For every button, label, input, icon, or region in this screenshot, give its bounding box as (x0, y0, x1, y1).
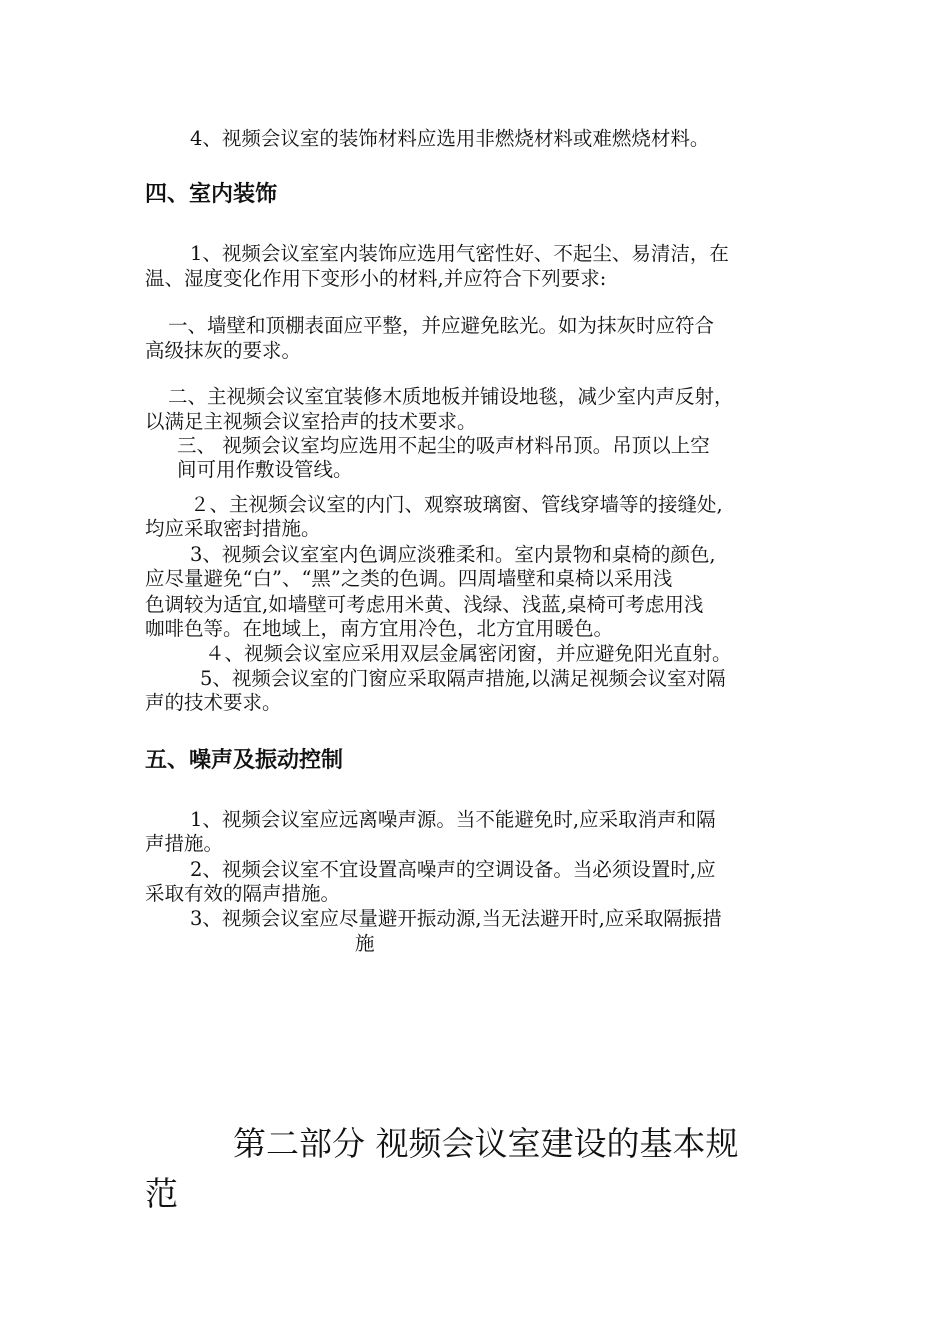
section-heading-interior: 四、室内装饰 (145, 182, 278, 207)
paragraph-line: 施 (355, 932, 375, 955)
section-heading-noise: 五、噪声及振动控制 (145, 748, 344, 773)
paragraph-line: 均应采取密封措施。 (145, 517, 321, 540)
paragraph-line: 二、主视频会议室宜装修木质地板并铺设地毯，减少室内声反射， (168, 385, 734, 408)
paragraph-line: 3、视频会议室应尽量避开振动源,当无法避开时,应采取隔振措 (190, 907, 722, 930)
paragraph-line: 三、 视频会议室均应选用不起尘的吸声材料吊顶。吊顶以上空 (177, 434, 710, 457)
paragraph-line: 以满足主视频会议室拾声的技术要求。 (145, 410, 477, 433)
paragraph-line: ２、主视频会议室的内门、观察玻璃窗、管线穿墙等的接缝处, (190, 493, 723, 516)
paragraph-line: 咖啡色等。在地域上，南方宜用冷色，北方宜用暖色。 (145, 617, 614, 640)
paragraph-line: 4、视频会议室的装饰材料应选用非燃烧材料或难燃烧材料。 (190, 127, 710, 150)
paragraph-line: 5、视频会议室的门窗应采取隔声措施,以满足视频会议室对隔 (200, 667, 726, 690)
paragraph-line: 采取有效的隔声措施。 (145, 882, 341, 905)
paragraph-line: 声的技术要求。 (145, 691, 282, 714)
paragraph-line: 3、视频会议室室内色调应淡雅柔和。室内景物和桌椅的颜色, (190, 543, 716, 566)
paragraph-line: 应尽量避免“白”、“黑”之类的色调。四周墙壁和桌椅以采用浅 (145, 567, 673, 590)
paragraph-line: 声措施。 (145, 832, 224, 855)
paragraph-line: 间可用作敷设管线。 (177, 458, 353, 481)
paragraph-line: ４、视频会议室应采用双层金属密闭窗，并应避免阳光直射。 (205, 642, 732, 665)
paragraph-line: 温、湿度变化作用下变形小的材料,并应符合下列要求: (145, 267, 607, 290)
paragraph-line: 一、墙壁和顶棚表面应平整，并应避免眩光。如为抹灰时应符合 (168, 314, 715, 337)
paragraph-line: 色调较为适宜,如墙壁可考虑用米黄、浅绿、浅蓝,桌椅可考虑用浅 (145, 593, 704, 616)
paragraph-line: 高级抹灰的要求。 (145, 339, 302, 362)
paragraph-line: 2、视频会议室不宜设置高噪声的空调设备。当必须设置时,应 (190, 858, 716, 881)
paragraph-line: 1、视频会议室室内装饰应选用气密性好、不起尘、易清洁，在 (190, 242, 729, 265)
part-title-continuation: 范 (145, 1174, 178, 1213)
paragraph-line: 1、视频会议室应远离噪声源。当不能避免时,应采取消声和隔 (190, 808, 716, 831)
part-title: 第二部分 视频会议室建设的基本规 (233, 1124, 739, 1163)
